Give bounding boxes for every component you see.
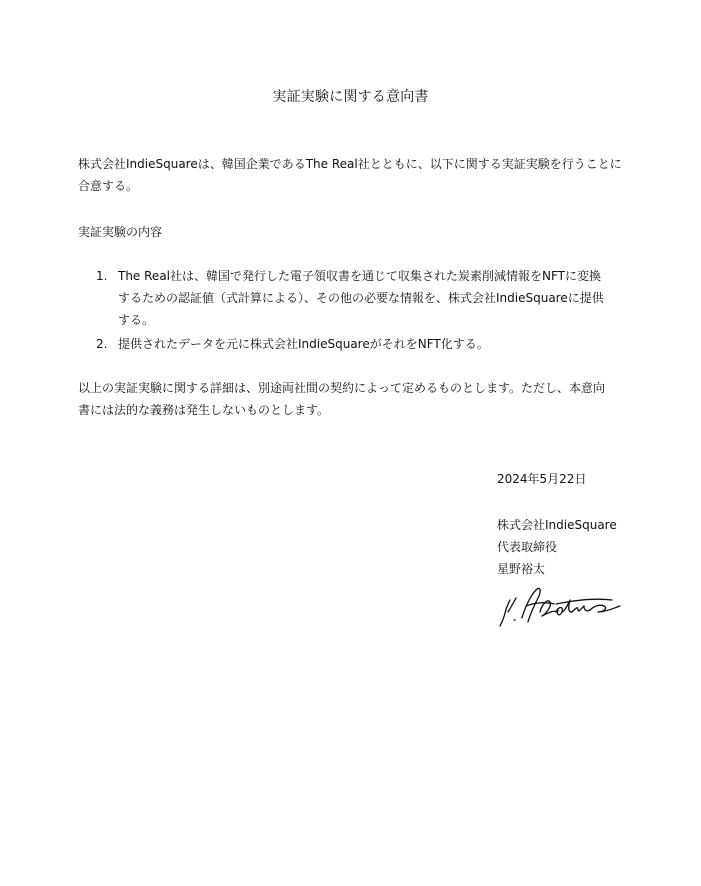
intro-paragraph bbox=[78, 153, 638, 197]
experiment-items-list bbox=[96, 265, 636, 357]
document-date: 2024年5月22日 bbox=[497, 472, 587, 486]
closing-paragraph bbox=[78, 377, 638, 421]
section-heading: 実証実験の内容 bbox=[78, 225, 163, 239]
list-item-number: 1. bbox=[96, 269, 108, 283]
signer-block bbox=[497, 514, 617, 580]
closing-line-2: 書には法的な義務は発生しないものとします。 bbox=[78, 403, 330, 417]
list-item-line: するための認証値（式計算による）、その他の必要な情報を、株式会社IndieSquareに提供 bbox=[118, 291, 604, 305]
list-item-line: 提供されたデータを元に株式会社IndieSquareがそれをNFT化する。 bbox=[118, 337, 489, 351]
signer-company: 株式会社IndieSquare bbox=[497, 518, 617, 532]
list-item-text bbox=[118, 333, 636, 355]
closing-line-1: 以上の実証実験に関する詳細は、別途両社間の契約によって定めるものとします。ただし、本意向 bbox=[78, 381, 606, 395]
list-item bbox=[96, 265, 636, 331]
intro-line-1: 株式会社IndieSquareは、韓国企業であるThe Real社とともに、以下に関する実証実験を行うことに bbox=[78, 157, 622, 171]
intro-line-2: 合意する。 bbox=[78, 179, 139, 193]
handwritten-signature bbox=[496, 582, 624, 630]
list-item-line: する。 bbox=[118, 313, 155, 327]
document-title: 実証実験に関する意向書 bbox=[272, 89, 429, 105]
list-item-line: The Real社は、韓国で発行した電子領収書を通じて収集された炭素削減情報をNFTに変換 bbox=[118, 269, 602, 283]
list-item bbox=[96, 333, 636, 355]
list-item-number: 2. bbox=[96, 337, 108, 351]
signer-name: 星野裕太 bbox=[497, 562, 546, 576]
signer-position: 代表取締役 bbox=[497, 540, 558, 554]
list-item-text bbox=[118, 265, 636, 331]
